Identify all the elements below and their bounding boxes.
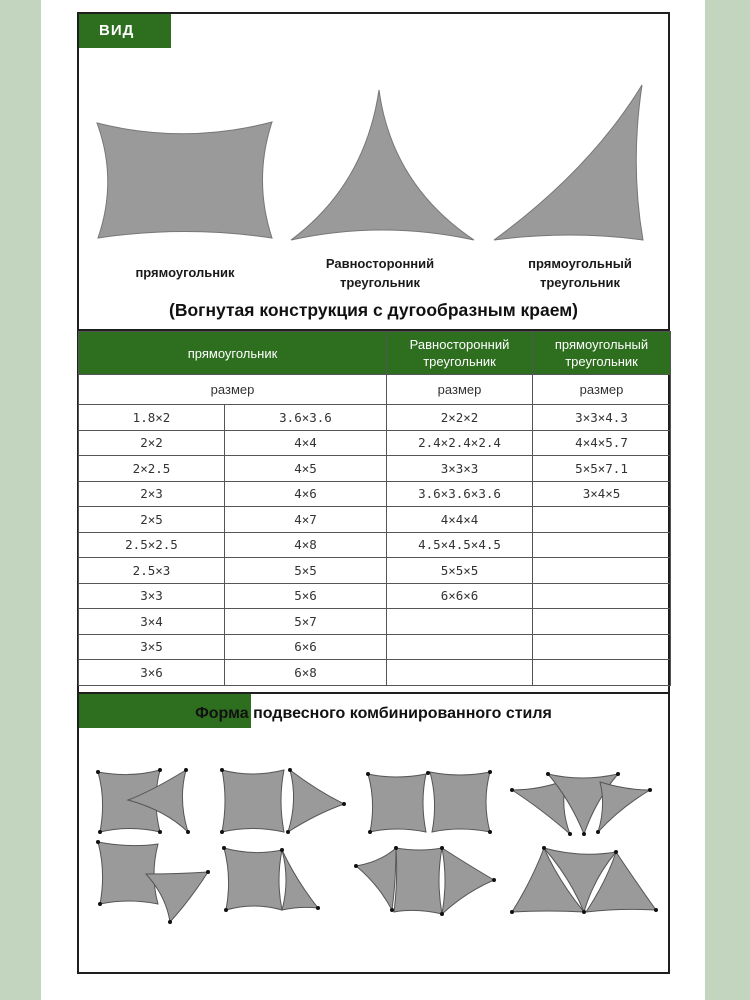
rectangle-size-cell: 1.8×2 <box>79 405 225 431</box>
rectangle-size-cell: 4×4 <box>225 430 387 456</box>
combo-triangle-icon <box>282 850 318 910</box>
rectangle-size-cell: 4×5 <box>225 456 387 482</box>
size-label-rectangle: размер <box>79 375 387 405</box>
rectangle-size-cell: 4×8 <box>225 532 387 558</box>
rectangle-size-cell: 5×5 <box>225 558 387 584</box>
shape-label-equilateral: Равносторонний треугольник <box>325 256 435 290</box>
rectangle-size-cell: 2×3 <box>79 481 225 507</box>
equilateral-size-cell: 3.6×3.6×3.6 <box>387 481 533 507</box>
rectangle-size-cell: 2×2.5 <box>79 456 225 482</box>
combo-triangle-icon <box>442 848 494 914</box>
rectangle-size-cell: 2.5×3 <box>79 558 225 584</box>
rectangle-size-cell: 2.5×2.5 <box>79 532 225 558</box>
equilateral-size-cell: 4×4×4 <box>387 507 533 533</box>
rectangle-size-cell: 5×7 <box>225 609 387 635</box>
combo-square-icon <box>430 772 490 832</box>
rectangle-size-cell: 2×2 <box>79 430 225 456</box>
rectangle-size-cell: 3×3 <box>79 583 225 609</box>
combo-triangle-icon <box>356 848 396 910</box>
right-size-cell: 4×4×5.7 <box>533 430 671 456</box>
header-equilateral: Равносторонний треугольник <box>387 332 533 375</box>
rectangle-size-cell: 3.6×3.6 <box>225 405 387 431</box>
rectangle-size-cell: 4×7 <box>225 507 387 533</box>
equilateral-size-cell: 3×3×3 <box>387 456 533 482</box>
equilateral-size-cell: 5×5×5 <box>387 558 533 584</box>
equilateral-size-cell: 2.4×2.4×2.4 <box>387 430 533 456</box>
combo-title: Форма подвесного комбинированного стиля <box>195 705 552 722</box>
combo-square-icon <box>224 848 282 910</box>
equilateral-size-cell: 2×2×2 <box>387 405 533 431</box>
rectangle-size-cell: 4×6 <box>225 481 387 507</box>
combo-square-icon <box>222 770 284 832</box>
view-tag-label: ВИД <box>99 22 135 39</box>
rectangle-size-cell: 3×4 <box>79 609 225 635</box>
header-right: прямоугольный треугольник <box>533 332 671 375</box>
construction-subtitle: (Вогнутая конструкция с дугообразным краем) <box>169 300 578 320</box>
combo-square-icon <box>98 842 158 904</box>
header-rectangle: прямоугольник <box>79 332 387 375</box>
right-size-cell: 3×4×5 <box>533 481 671 507</box>
combo-triangle-icon <box>288 770 344 832</box>
right-size-cell: 5×5×7.1 <box>533 456 671 482</box>
rectangle-size-cell: 6×6 <box>225 634 387 660</box>
combo-square-icon <box>368 774 426 832</box>
size-label-equilateral: размер <box>387 375 533 405</box>
equilateral-size-cell: 4.5×4.5×4.5 <box>387 532 533 558</box>
shape-label-right: прямоугольный треугольник <box>528 256 632 290</box>
size-label-right: размер <box>533 375 671 405</box>
equilateral-size-cell: 6×6×6 <box>387 583 533 609</box>
rectangle-size-cell: 3×6 <box>79 660 225 686</box>
right-size-cell: 3×3×4.3 <box>533 405 671 431</box>
combo-triangle-icon <box>598 782 650 832</box>
rectangle-size-cell: 3×5 <box>79 634 225 660</box>
rectangle-size-cell: 5×6 <box>225 583 387 609</box>
rectangle-size-cell: 6×8 <box>225 660 387 686</box>
rectangle-size-cell: 2×5 <box>79 507 225 533</box>
combo-square-icon <box>394 848 442 914</box>
shape-label-rectangle: прямоугольник <box>135 265 235 280</box>
